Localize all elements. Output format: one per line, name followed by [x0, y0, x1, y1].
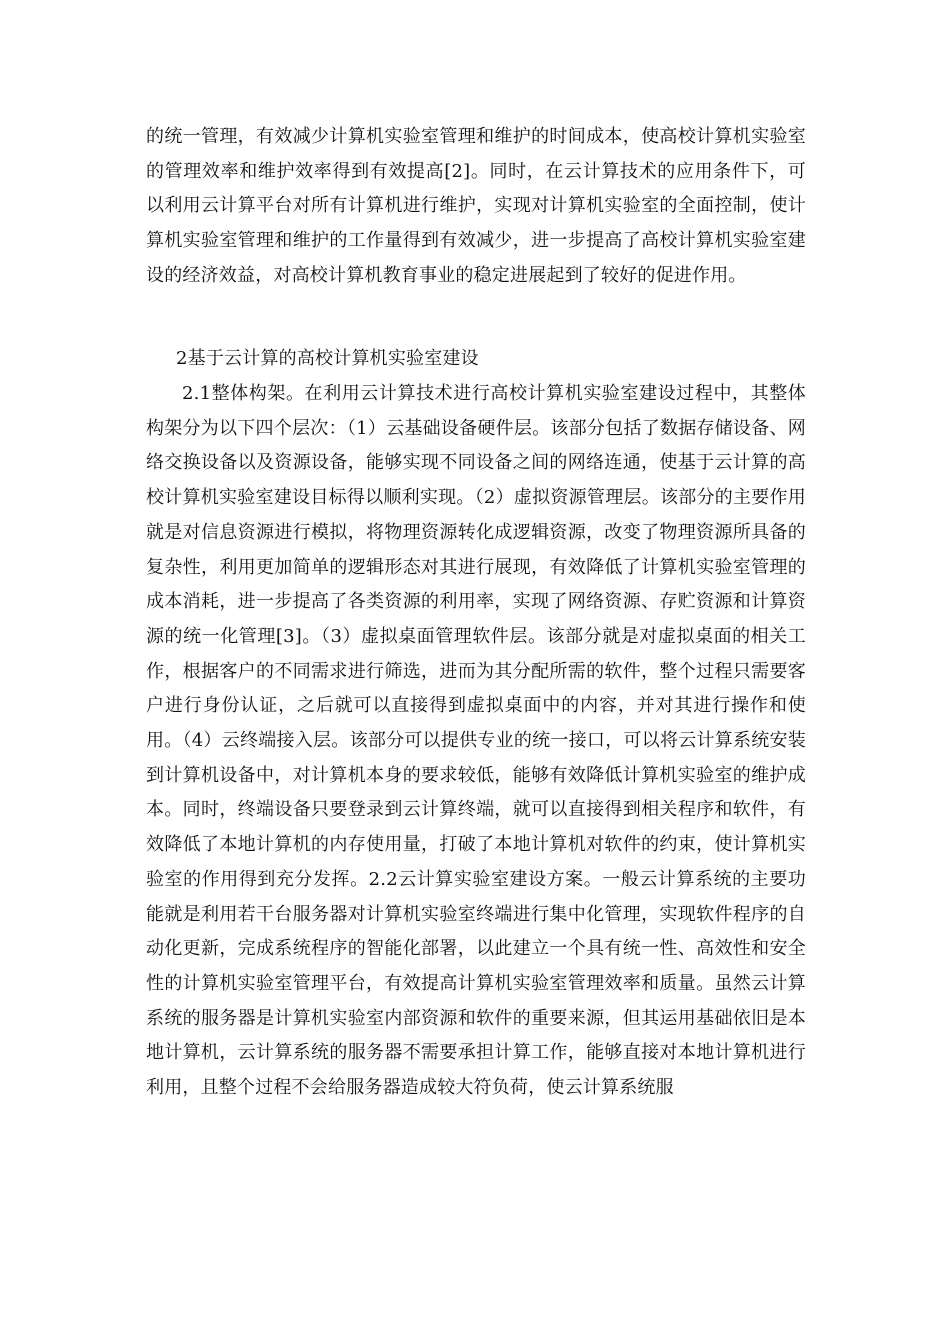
section-heading: 2基于云计算的高校计算机实验室建设	[176, 348, 479, 369]
paragraph-continuation: 的统一管理，有效减少计算机实验室管理和维护的时间成本，使高校计算机实验室的管理效率和维护效率得到有效提高[2]。同时，在云计算技术的应用条件下，可以利用云计算平台对所有计算机进行维护，实现对计算机实验室的全面控制，使计算机实验室管理和维护的工作量得到有效减少，进一步提高了高校计算机实验室建设的经济效益，对高校计算机教育事业的稳定进展起到了较好的促进作用。	[146, 126, 806, 286]
section-body-paragraph: 2.1整体构架。在利用云计算技术进行高校计算机实验室建设过程中，其整体构架分为以下四个层次：（1）云基础设备硬件层。该部分包括了数据存储设备、网络交换设备以及资源设备，能够实现不同设备之间的网络连通，使基于云计算的高校计算机实验室建设目标得以顺利实现。（2）虚拟资源管理层。该部分的主要作用就是对信息资源进行模拟，将物理资源转化成逻辑资源，改变了物理资源所具备的复杂性，利用更加简单的逻辑形态对其进行展现，有效降低了计算机实验室管理的成本消耗，进一步提高了各类资源的利用率，实现了网络资源、存贮资源和计算资源的统一化管理[3]。（3）虚拟桌面管理软件层。该部分就是对虚拟桌面的相关工作，根据客户的不同需求进行筛选，进而为其分配所需的软件，整个过程只需要客户进行身份认证，之后就可以直接得到虚拟桌面中的内容，并对其进行操作和使用。（4）云终端接入层。该部分可以提供专业的统一接口，可以将云计算系统安装到计算机设备中，对计算机本身的要求较低，能够有效降低计算机实验室的维护成本。同时，终端设备只要登录到云计算终端，就可以直接得到相关程序和软件，有效降低了本地计算机的内存使用量，打破了本地计算机对软件的约束，使计算机实验室的作用得到充分发挥。2.2云计算实验室建设方案。一般云计算系统的主要功能就是利用若干台服务器对计算机实验室终端进行集中化管理，实现软件程序的自动化更新，完成系统程序的智能化部署，以此建立一个具有统一性、高效性和安全性的计算机实验室管理平台，有效提高计算机实验室管理效率和质量。虽然云计算系统的服务器是计算机实验室内部资源和软件的重要来源，但其运用基础依旧是本地计算机，云计算系统的服务器不需要承担计算工作，能够直接对本地计算机进行利用，且整个过程不会给服务器造成较大符负荷，使云计算系统服	[146, 383, 806, 1099]
